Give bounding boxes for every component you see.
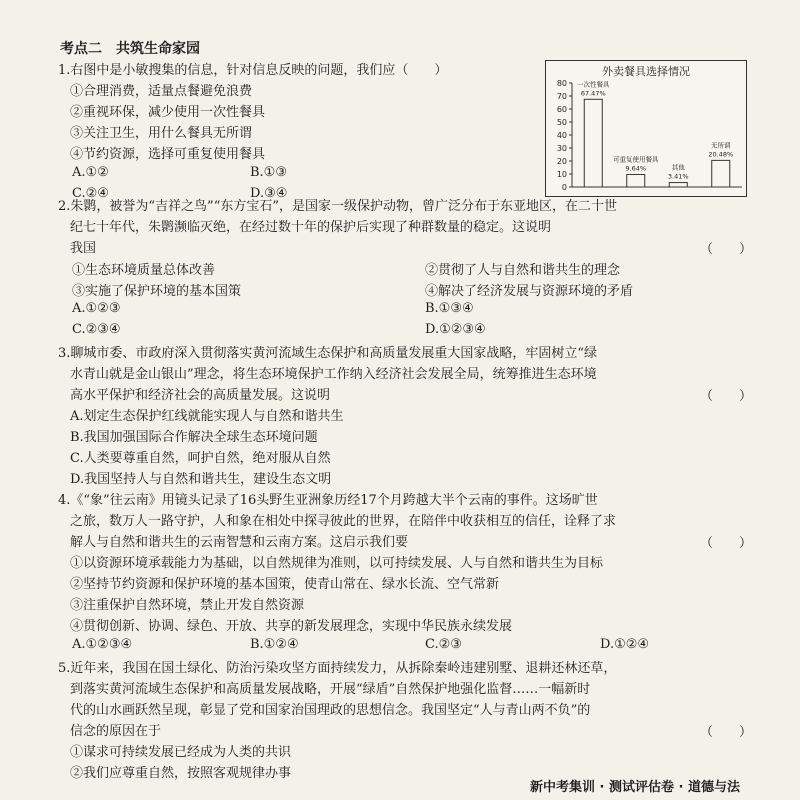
q3-option-d: D.我国坚持人与自然和谐共生，建设生态文明 xyxy=(70,472,332,487)
chart-bar xyxy=(712,160,730,187)
chart-bar xyxy=(584,99,602,187)
y-tick-label: 50 xyxy=(556,118,567,127)
q3-line: 水青山就是金山银山”理念，将生态环境保护工作纳入经济社会发展全局，统筹推进生态环境 xyxy=(70,367,597,382)
y-tick-label: 80 xyxy=(556,79,567,88)
q4-line: 4.《“象”往云南》用镜头记录了16头野生亚洲象历经17个月跨越大半个云南的事件。这场旷世 xyxy=(58,493,598,508)
bar-category-label: 可重复使用餐具 xyxy=(613,155,659,164)
y-tick-label: 0 xyxy=(561,183,567,192)
q4-line: 解人与自然和谐共生的云南智慧和云南方案。这启示我们要 xyxy=(70,535,409,550)
q2-option-b: B.①③④ xyxy=(425,301,474,316)
q4-option-d: D.①②④ xyxy=(600,637,650,652)
q2-line: 我国 xyxy=(70,241,97,256)
question-1 xyxy=(58,60,447,165)
q4-item: ②坚持节约资源和保护环境的基本国策，使青山常在、绿水长流、空气常新 xyxy=(70,577,500,592)
question-4 xyxy=(58,490,616,637)
q2-option-a: A.①②③ xyxy=(72,301,121,316)
q3-answer-paren: （ ） xyxy=(700,389,753,404)
y-tick-label: 40 xyxy=(556,131,567,140)
q1-option-d: D.③④ xyxy=(250,186,288,201)
section-header: 考点二 共筑生命家园 xyxy=(60,41,200,57)
question-2 xyxy=(58,196,617,259)
q5-item: ①谋求可持续发展已经成为人类的共识 xyxy=(70,745,292,760)
q2-option-c: C.②③④ xyxy=(72,322,121,337)
q4-item: ③注重保护自然环境，禁止开发自然资源 xyxy=(70,598,305,613)
bar-category-label: 无所谓 xyxy=(711,141,731,150)
q1-item: ③关注卫生，用什么餐具无所谓 xyxy=(70,126,253,141)
page-footer: 新中考集训 · 测试评估卷 · 道德与法 xyxy=(530,780,740,795)
chart-svg xyxy=(546,61,746,196)
q4-item: ④贯彻创新、协调、绿色、开放、共享的新发展理念，实现中华民族永续发展 xyxy=(70,619,513,634)
bar-value-label: 67.47% xyxy=(580,89,606,98)
q2-answer-paren: （ ） xyxy=(700,242,753,257)
q4-answer-paren: （ ） xyxy=(700,536,753,551)
chart-bar xyxy=(669,183,687,187)
q4-option-c: C.②③ xyxy=(425,637,462,652)
y-tick-label: 60 xyxy=(556,105,567,114)
q3-option-a: A.划定生态保护红线就能实现人与自然和谐共生 xyxy=(70,409,344,424)
q5-line: 5.近年来，我国在国土绿化、防治污染攻坚方面持续发力，从拆除秦岭违建别墅、退耕还林还草， xyxy=(58,661,617,676)
q5-line: 信念的原因在于 xyxy=(70,724,162,739)
q1-item: ①合理消费，适量点餐避免浪费 xyxy=(70,84,253,99)
y-tick-label: 30 xyxy=(556,144,567,153)
q1-item: ②重视环保，减少使用一次性餐具 xyxy=(70,105,266,120)
chart-bar xyxy=(627,174,645,187)
y-tick-label: 70 xyxy=(556,92,567,101)
bar-value-label: 20.48% xyxy=(708,150,734,159)
q1-item: ④节约资源，选择可重复使用餐具 xyxy=(70,147,266,162)
q2-line: 纪七十年代，朱鹮濒临灭绝，在经过数十年的保护后实现了种群数量的稳定。这说明 xyxy=(70,220,552,235)
q4-line: 之旅，数万人一路守护，人和象在相处中探寻彼此的世界，在陪伴中收获相互的信任，诠释了求 xyxy=(70,514,617,529)
question-3 xyxy=(58,343,597,490)
y-tick-label: 10 xyxy=(556,170,567,179)
q5-answer-paren: （ ） xyxy=(700,725,753,740)
q2-item: ①生态环境质量总体改善 xyxy=(72,263,216,278)
q1-option-b: B.①③ xyxy=(250,165,287,180)
bar-chart xyxy=(545,60,747,197)
q5-item: ②我们应尊重自然，按照客观规律办事 xyxy=(70,766,292,781)
bar-category-label: 其他 xyxy=(671,163,685,172)
q2-option-d: D.①②③④ xyxy=(425,322,486,337)
q2-item: ④解决了经济发展与资源环境的矛盾 xyxy=(425,284,634,299)
q5-line: 到落实黄河流域生态保护和高质量发展战略，开展“绿盾”自然保护地强化监督……一幅新时 xyxy=(70,682,591,697)
q5-line: 代的山水画跃然呈现，彰显了党和国家治国理政的思想信念。我国坚定“人与青山两不负”的 xyxy=(70,703,591,718)
chart-title: 外卖餐具选择情况 xyxy=(602,65,690,78)
q4-option-b: B.①②④ xyxy=(250,637,299,652)
q1-option-c: C.②④ xyxy=(72,186,109,201)
q4-item: ①以资源环境承载能力为基础，以自然规律为准则，以可持续发展、人与自然和谐共生为目标 xyxy=(70,556,604,571)
q2-line: 2.朱鹮，被誉为“吉祥之鸟”“东方宝石”，是国家一级保护动物，曾广泛分布于东亚地区，在二十世 xyxy=(58,199,617,214)
q3-option-b: B.我国加强国际合作解决全球生态环境问题 xyxy=(70,430,318,445)
y-tick-label: 20 xyxy=(556,157,567,166)
q4-option-a: A.①②③④ xyxy=(72,637,133,652)
q3-option-c: C.人类要尊重自然，呵护自然，绝对服从自然 xyxy=(70,451,331,466)
bar-category-label: 一次性餐具 xyxy=(577,80,610,89)
q1-stem: 1.右图中是小敏搜集的信息，针对信息反映的问题，我们应（ ） xyxy=(58,63,448,78)
q1-option-a: A.①② xyxy=(72,165,109,180)
bar-value-label: 9.64% xyxy=(625,164,647,173)
q3-line: 高水平保护和经济社会的高质量发展。这说明 xyxy=(70,388,331,403)
q2-item: ②贯彻了人与自然和谐共生的理念 xyxy=(425,263,621,278)
q2-item: ③实施了保护环境的基本国策 xyxy=(72,284,242,299)
q3-line: 3.聊城市委、市政府深入贯彻落实黄河流域生态保护和高质量发展重大国家战略，牢固树立“绿 xyxy=(58,346,598,361)
question-5 xyxy=(58,658,616,784)
bar-value-label: 3.41% xyxy=(667,172,689,181)
